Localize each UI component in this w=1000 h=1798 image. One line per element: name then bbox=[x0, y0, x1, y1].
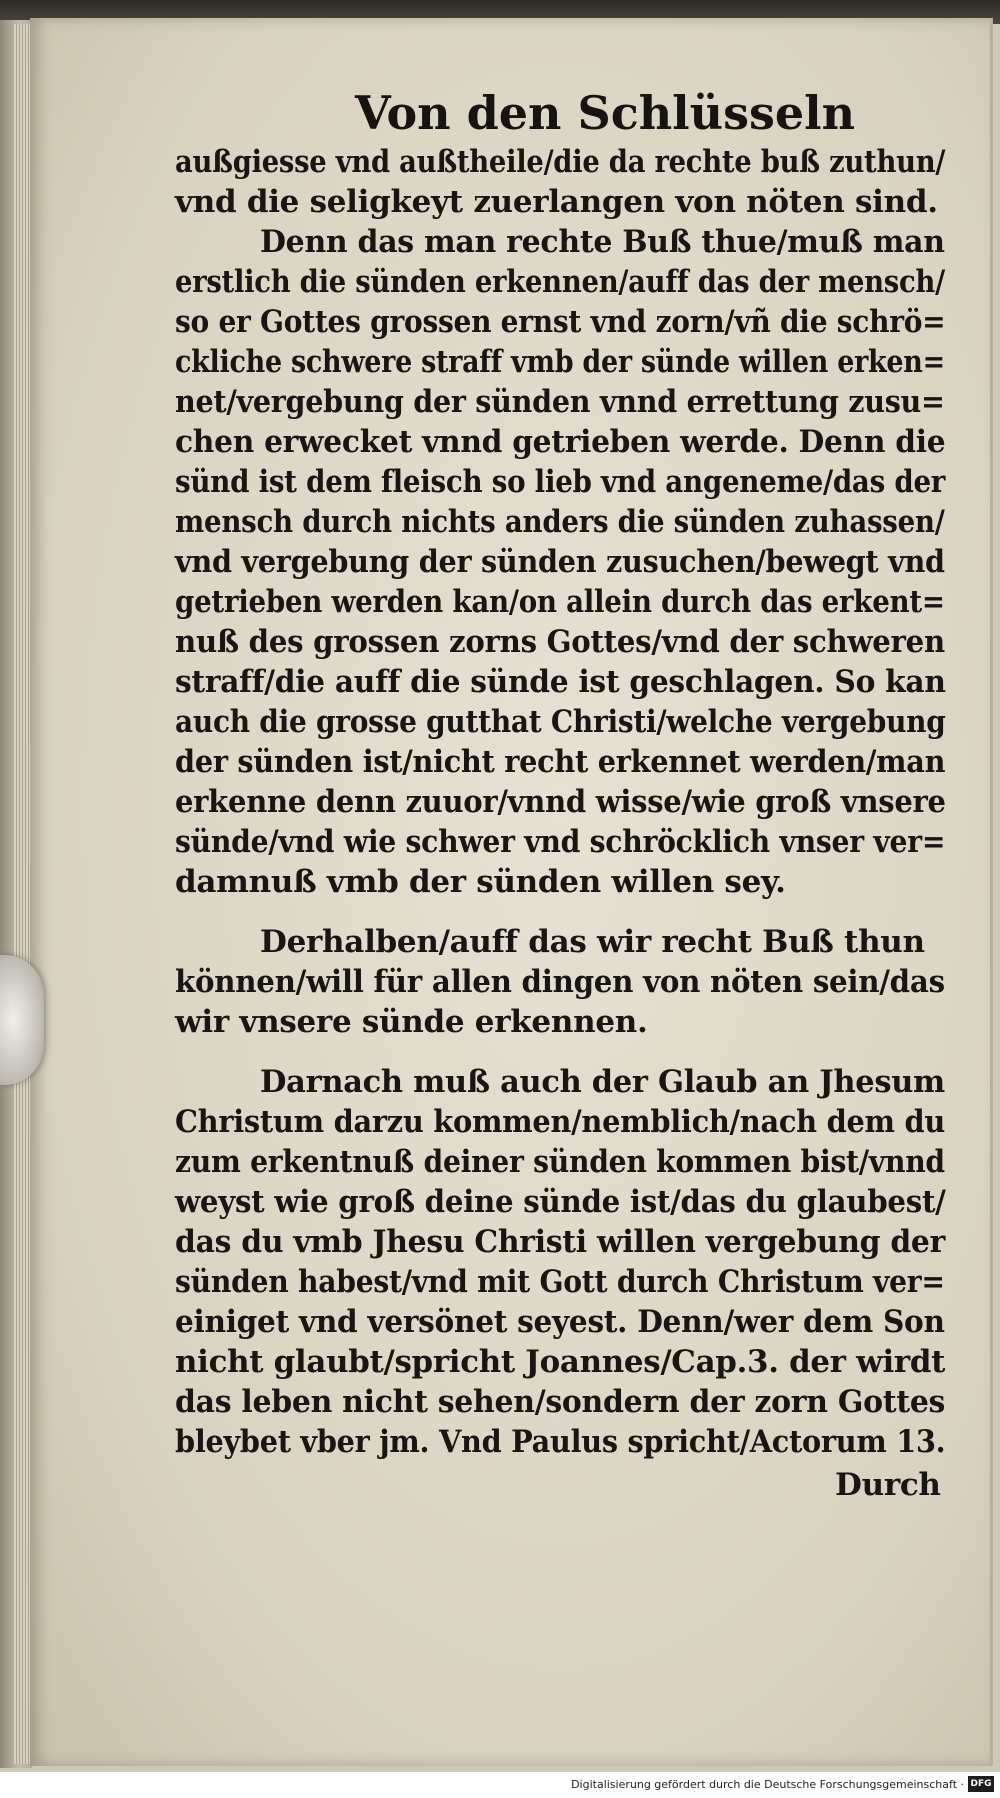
text-line: das leben nicht sehen/sondern der zorn Gottes bbox=[175, 1384, 946, 1420]
text-line: chen erwecket vnnd getrieben werde. Denn die bbox=[175, 424, 946, 460]
text-line: das du vmb Jhesu Christi willen vergebung der bbox=[175, 1224, 946, 1260]
text-line: Christum darzu kommen/nemblich/nach dem du bbox=[175, 1104, 946, 1140]
text-line: damnuß vmb der sünden willen sey. bbox=[175, 864, 786, 900]
text-line: vnd die seligkeyt zuerlangen von nöten sind. bbox=[175, 184, 938, 220]
dfg-logo: DFG bbox=[968, 1776, 994, 1792]
text-line: Denn das man rechte Buß thue/muß man bbox=[260, 224, 945, 260]
text-line: der sünden ist/nicht recht erkennet werden/man bbox=[175, 744, 946, 780]
text-line: mensch durch nichts anders die sünden zuhassen/ bbox=[175, 504, 945, 540]
catchword: Durch bbox=[835, 1467, 941, 1503]
digitization-credit: Digitalisierung gefördert durch die Deutsche Forschungsgemeinschaft · bbox=[571, 1778, 964, 1791]
text-line: auch die grosse gutthat Christi/welche vergebung bbox=[175, 704, 946, 740]
text-line: erkenne denn zuuor/vnnd wisse/wie groß vnsere bbox=[175, 784, 946, 820]
text-line: ckliche schwere straff vmb der sünde willen erken= bbox=[175, 344, 945, 380]
text-line: nuß des grossen zorns Gottes/vnd der schweren bbox=[175, 624, 945, 660]
text-line: wir vnsere sünde erkennen. bbox=[175, 1004, 648, 1040]
text-line: bleybet vber jm. Vnd Paulus spricht/Actorum 13. bbox=[175, 1424, 946, 1460]
text-line: net/vergebung der sünden vnnd errettung zusu= bbox=[175, 384, 945, 420]
running-head: Von den Schlüsseln bbox=[355, 86, 856, 140]
text-line: können/will für allen dingen von nöten sein/das bbox=[175, 964, 945, 1000]
text-line: erstlich die sünden erkennen/auff das der mensch/ bbox=[175, 264, 945, 300]
text-line: sünden habest/vnd mit Gott durch Christum ver= bbox=[175, 1264, 945, 1300]
book-clasp bbox=[0, 955, 44, 1085]
text-line: so er Gottes grossen ernst vnd zorn/vñ die schrö= bbox=[175, 304, 946, 340]
text-line: Darnach muß auch der Glaub an Jhesum bbox=[260, 1064, 946, 1100]
text-line: weyst wie groß deine sünde ist/das du glaubest/ bbox=[175, 1184, 946, 1220]
text-line: nicht glaubt/spricht Joannes/Cap.3. der wirdt bbox=[175, 1344, 946, 1380]
text-line: außgiesse vnd außtheile/die da rechte buß zuthun/ bbox=[175, 144, 946, 180]
text-line: getrieben werden kan/on allein durch das erkent= bbox=[175, 584, 945, 620]
text-line: einiget vnd versönet seyest. Denn/wer dem Son bbox=[175, 1304, 945, 1340]
text-line: vnd vergebung der sünden zusuchen/bewegt vnd bbox=[175, 544, 945, 580]
text-line: sünd ist dem fleisch so lieb vnd angeneme/das der bbox=[175, 464, 946, 500]
text-line: sünde/vnd wie schwer vnd schröcklich vnser ver= bbox=[175, 824, 946, 860]
text-line: straff/die auff die sünde ist geschlagen. So kan bbox=[175, 664, 946, 700]
text-line: Derhalben/auff das wir recht Buß thun bbox=[260, 924, 925, 960]
text-line: zum erkentnuß deiner sünden kommen bist/vnnd bbox=[175, 1144, 945, 1180]
